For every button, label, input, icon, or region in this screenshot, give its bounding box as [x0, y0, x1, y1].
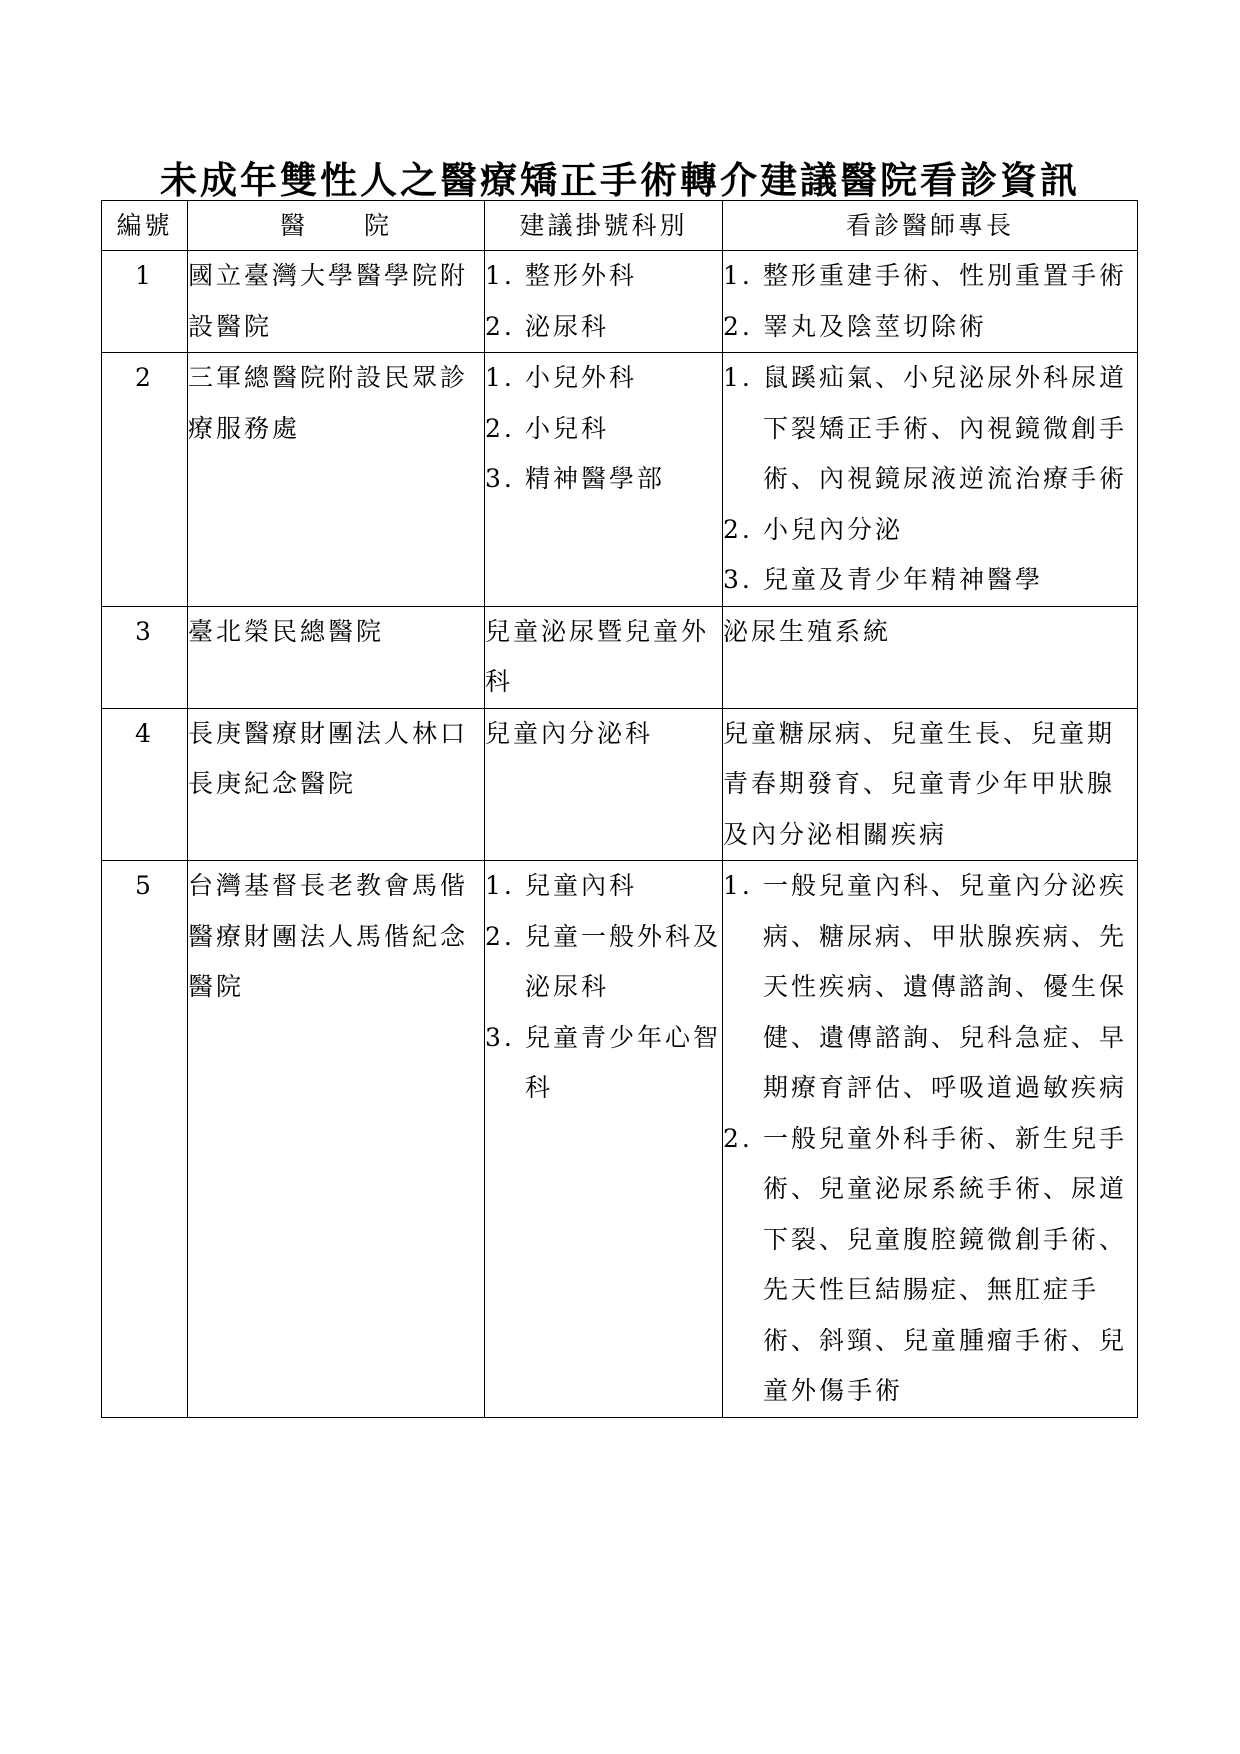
hospital-name: 三軍總醫院附設民眾診療服務處 — [188, 353, 485, 607]
department-cell — [485, 861, 723, 1418]
table-header-row — [102, 201, 1138, 251]
department-cell: 兒童泌尿暨兒童外科 — [485, 606, 723, 708]
hospital-name: 臺北榮民總醫院 — [188, 606, 485, 708]
list-item: 3. 兒童青少年心智科 — [485, 1022, 722, 1102]
specialty-cell — [723, 861, 1138, 1418]
department-cell — [485, 353, 723, 607]
specialty-cell: 兒童糖尿病、兒童生長、兒童期青春期發育、兒童青少年甲狀腺及內分泌相關疾病 — [723, 708, 1138, 861]
department-cell — [485, 251, 723, 353]
list-item: 3. 兒童及青少年精神醫學 — [723, 565, 1044, 594]
header-number: 編號 — [102, 201, 188, 251]
list-item: 2. 泌尿科 — [485, 311, 610, 341]
list-item: 2. 兒童一般外科及泌尿科 — [485, 921, 722, 1001]
list-item: 3. 精神醫學部 — [485, 464, 666, 493]
header-hospital: 醫 院 — [188, 201, 485, 251]
department-cell: 兒童內分泌科 — [485, 708, 723, 861]
hospital-name: 台灣基督長老教會馬偕醫療財團法人馬偕紀念醫院 — [188, 861, 485, 1418]
list-item: 2. 睪丸及陰莖切除術 — [723, 311, 988, 341]
row-number: 5 — [102, 861, 188, 1418]
list-item: 2. 一般兒童外科手術、新生兒手術、兒童泌尿系統手術、尿道下裂、兒童腹腔鏡微創手術、先天性巨結腸症、無肛症手術、斜頸、兒童腫瘤手術、兒童外傷手術 — [723, 1123, 1128, 1405]
list-item: 2. 小兒科 — [485, 413, 610, 443]
table-row — [102, 606, 1138, 708]
hospital-name: 長庚醫療財團法人林口長庚紀念醫院 — [188, 708, 485, 861]
specialty-cell — [723, 251, 1138, 353]
hospital-name: 國立臺灣大學醫學院附設醫院 — [188, 251, 485, 353]
table-row — [102, 353, 1138, 607]
list-item: 1. 兒童內科 — [485, 871, 638, 900]
document-title: 未成年雙性人之醫療矯正手術轉介建議醫院看診資訊 — [160, 158, 1080, 202]
list-item: 1. 整形外科 — [485, 261, 638, 290]
hospital-referral-table — [101, 200, 1138, 1418]
list-item: 1. 小兒外科 — [485, 363, 638, 392]
row-number: 1 — [102, 251, 188, 353]
list-item: 2. 小兒內分泌 — [723, 514, 904, 544]
header-specialty: 看診醫師專長 — [723, 201, 1138, 251]
table-row — [102, 861, 1138, 1418]
list-item: 1. 一般兒童內科、兒童內分泌疾病、糖尿病、甲狀腺疾病、先天性疾病、遺傳諮詢、優生保健、遺傳諮詢、兒科急症、早期療育評估、呼吸道過敏疾病 — [723, 871, 1128, 1102]
row-number: 3 — [102, 606, 188, 708]
row-number: 2 — [102, 353, 188, 607]
table-row — [102, 251, 1138, 353]
specialty-cell — [723, 353, 1138, 607]
list-item: 1. 整形重建手術、性別重置手術 — [723, 261, 1128, 290]
list-item: 1. 鼠蹊疝氣、小兒泌尿外科尿道下裂矯正手術、內視鏡微創手術、內視鏡尿液逆流治療手術 — [723, 363, 1128, 493]
row-number: 4 — [102, 708, 188, 861]
specialty-cell: 泌尿生殖系統 — [723, 606, 1138, 708]
header-department: 建議掛號科別 — [485, 201, 723, 251]
table-row — [102, 708, 1138, 861]
